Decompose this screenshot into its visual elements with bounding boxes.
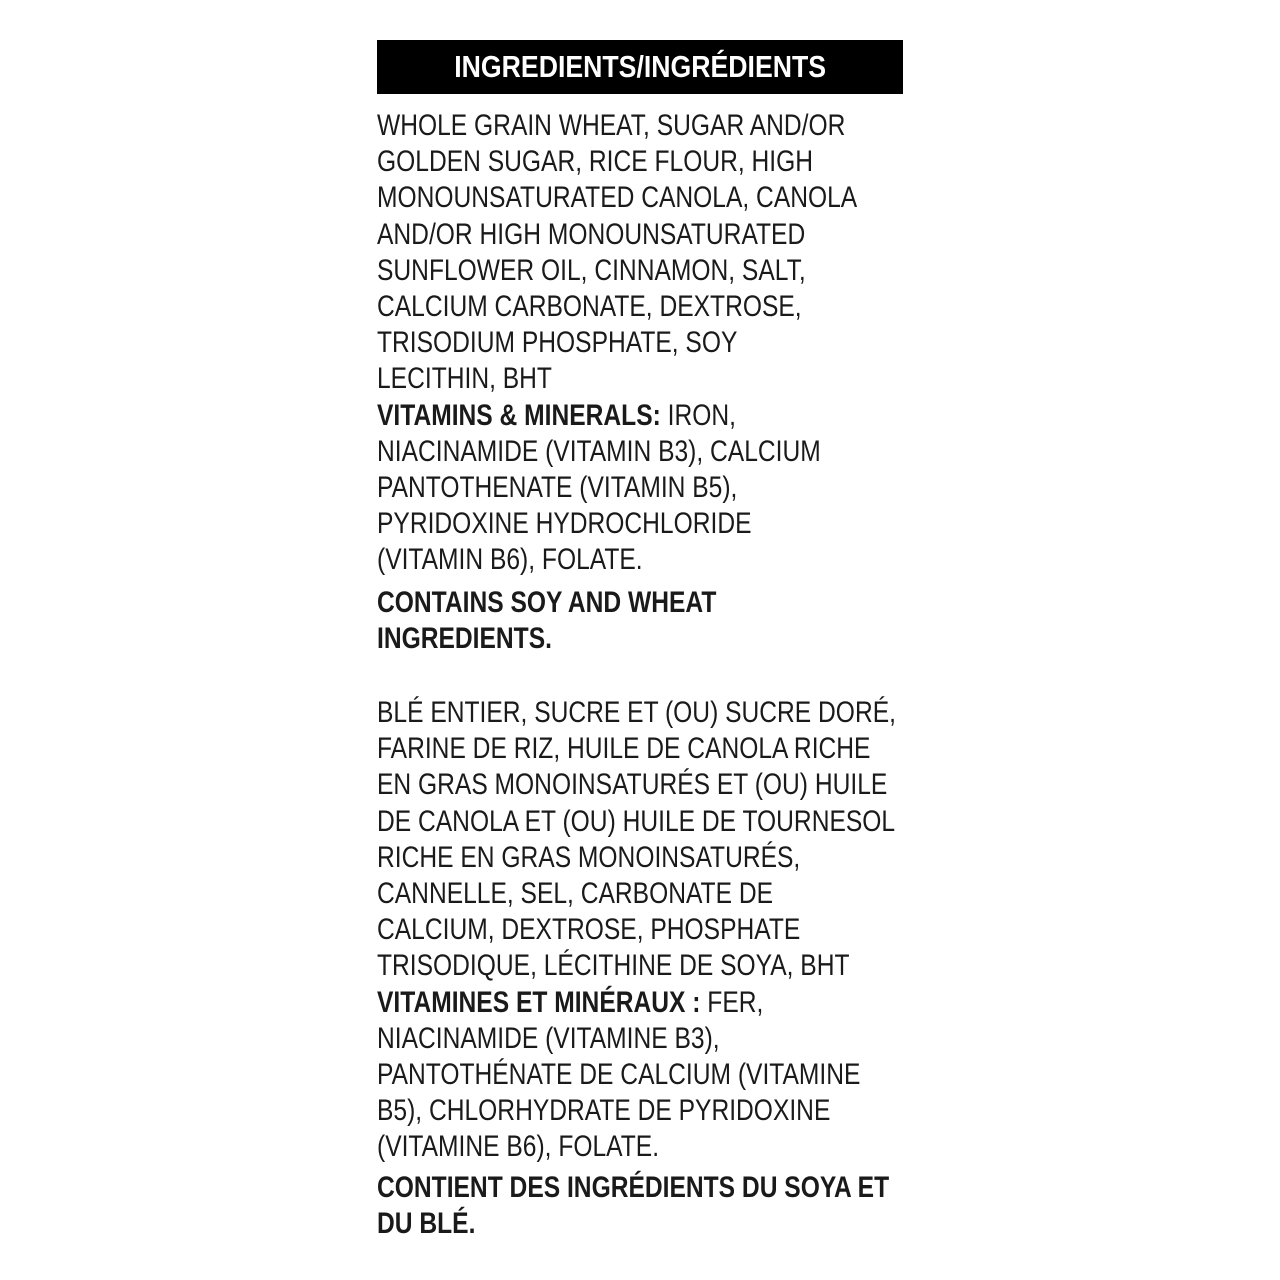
french-ingredients-line: DE CANOLA ET (OU) HUILE DE TOURNESOL: [377, 804, 896, 838]
english-ingredients-line: WHOLE GRAIN WHEAT, SUGAR AND/OR: [377, 109, 846, 142]
english-allergen-line: INGREDIENTS.: [377, 621, 552, 655]
french-vitamins-line: NIACINAMIDE (VITAMINE B3),: [377, 1021, 720, 1055]
french-vitamins-section: [377, 985, 903, 1166]
english-vitamins-line: NIACINAMIDE (VITAMIN B3), CALCIUM: [377, 434, 821, 468]
french-ingredients-line: CANNELLE, SEL, CARBONATE DE: [377, 877, 773, 911]
french-allergen-line: DU BLÉ.: [377, 1206, 476, 1240]
english-ingredients-line: GOLDEN SUGAR, RICE FLOUR, HIGH: [377, 145, 814, 179]
ingredients-header-bar: [377, 40, 903, 94]
english-ingredients-line: LECITHIN, BHT: [377, 362, 552, 396]
english-ingredients-line: AND/OR HIGH MONOUNSATURATED: [377, 217, 806, 251]
english-ingredients-line: CALCIUM CARBONATE, DEXTROSE,: [377, 290, 802, 324]
ingredients-label-panel: [377, 40, 903, 1242]
french-ingredients-line: BLÉ ENTIER, SUCRE ET (OU) SUCRE DORÉ,: [377, 696, 896, 730]
french-vitamins-first-line: [377, 985, 808, 1021]
french-vitamins-line: PANTOTHÉNATE DE CALCIUM (VITAMINE: [377, 1058, 861, 1092]
french-vitamins-label: VITAMINES ET MINÉRAUX :: [377, 985, 701, 1019]
ingredients-header-title: INGREDIENTS/INGRÉDIENTS: [454, 49, 826, 84]
french-allergen-statement: [377, 1170, 903, 1242]
french-ingredients-line: FARINE DE RIZ, HUILE DE CANOLA RICHE: [377, 732, 871, 766]
french-vitamins-first-item: FER,: [700, 985, 764, 1019]
english-vitamins-label: VITAMINS & MINERALS:: [377, 398, 661, 432]
english-ingredients-line: TRISODIUM PHOSPHATE, SOY: [377, 326, 738, 360]
english-ingredients-list: [377, 108, 903, 398]
french-ingredients-line: EN GRAS MONOINSATURÉS ET (OU) HUILE: [377, 768, 888, 802]
french-allergen-line: CONTIENT DES INGRÉDIENTS DU SOYA ET: [377, 1170, 890, 1204]
english-vitamins-first-item: IRON,: [660, 398, 736, 432]
english-ingredients-line: SUNFLOWER OIL, CINNAMON, SALT,: [377, 253, 806, 287]
french-vitamins-line: B5), CHLORHYDRATE DE PYRIDOXINE: [377, 1094, 831, 1128]
english-allergen-line: CONTAINS SOY AND WHEAT: [377, 585, 717, 619]
english-vitamins-line: (VITAMIN B6), FOLATE.: [377, 543, 643, 577]
french-vitamins-line: (VITAMINE B6), FOLATE.: [377, 1130, 660, 1164]
english-vitamins-section: [377, 398, 903, 579]
english-vitamins-first-line: [377, 398, 808, 434]
english-ingredients-line: MONOUNSATURATED CANOLA, CANOLA: [377, 181, 858, 215]
english-vitamins-line: PANTOTHENATE (VITAMIN B5),: [377, 471, 738, 505]
french-ingredients-line: TRISODIQUE, LÉCITHINE DE SOYA, BHT: [377, 949, 850, 983]
french-ingredients-line: CALCIUM, DEXTROSE, PHOSPHATE: [377, 913, 801, 947]
french-ingredients-list: [377, 695, 903, 985]
english-allergen-statement: [377, 585, 903, 657]
french-ingredients-line: RICHE EN GRAS MONOINSATURÉS,: [377, 840, 801, 874]
english-vitamins-line: PYRIDOXINE HYDROCHLORIDE: [377, 507, 752, 541]
